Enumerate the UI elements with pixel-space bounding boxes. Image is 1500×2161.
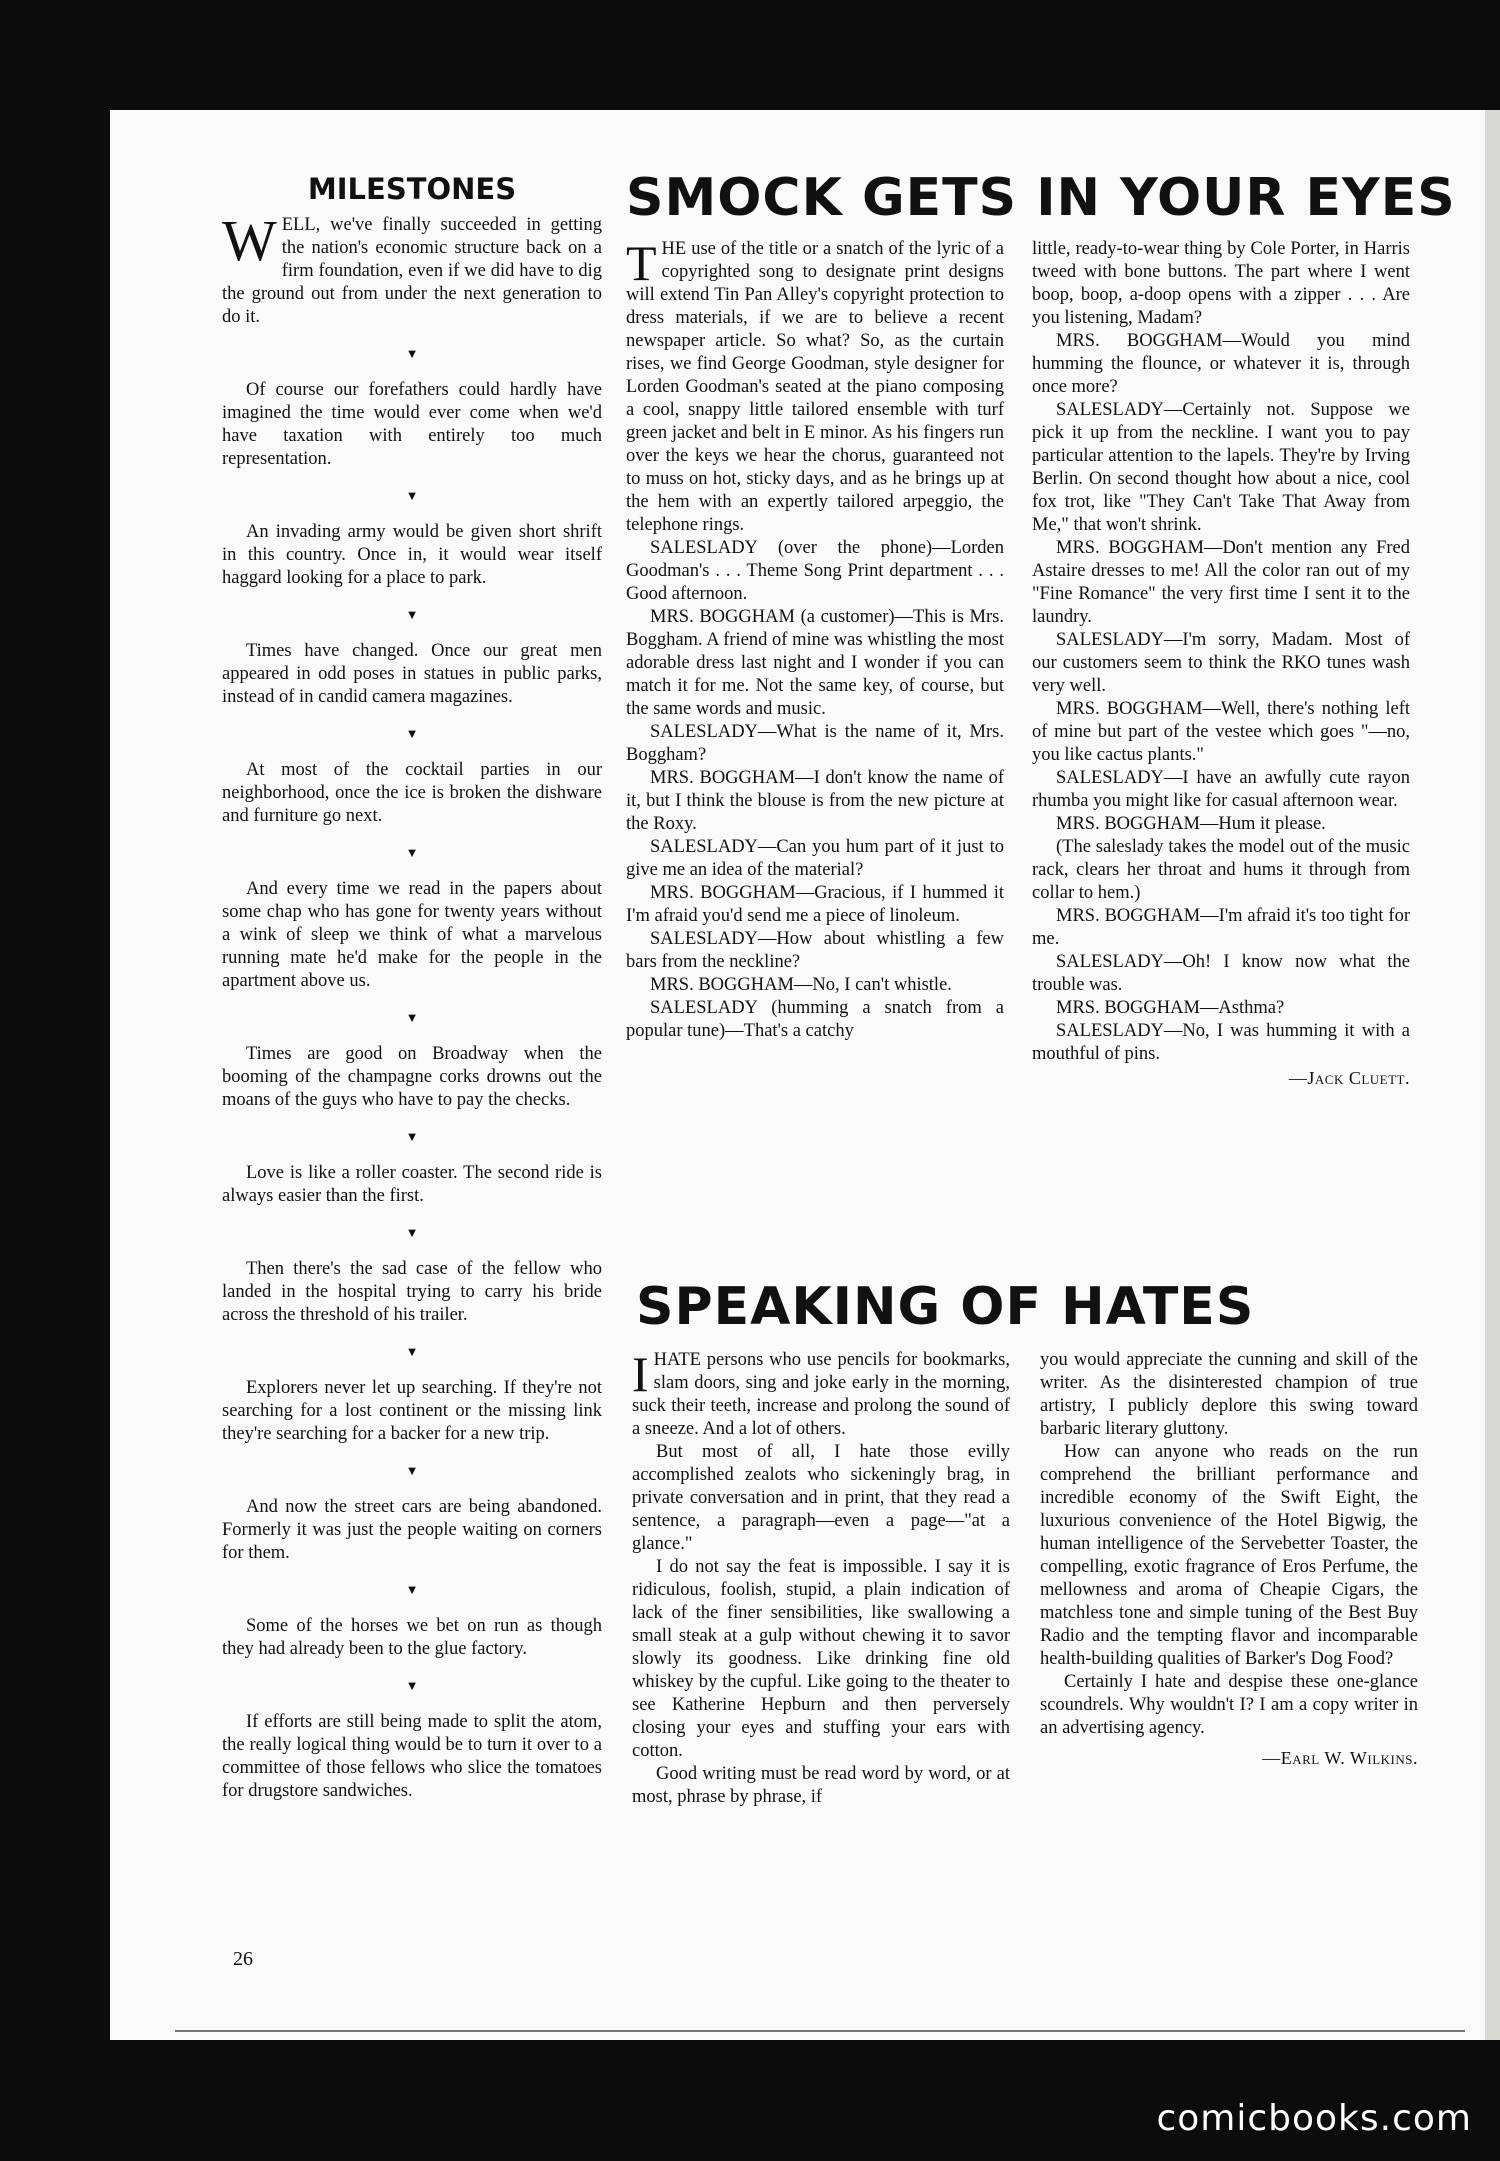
hates-column-1 (632, 1346, 1010, 1809)
article-paragraph: you would appreciate the cunning and skill of the writer. As the disinterested champion of true artistry, I publicly deplore this swing toward barbaric literary gluttony. (1040, 1350, 1418, 1439)
article-paragraph: SALESLADY—Oh! I know now what the trouble was. (1032, 952, 1410, 995)
smock-dialogue-2 (1032, 238, 1410, 1066)
smock-dropcap: T (626, 235, 657, 291)
article-paragraph: MRS. BOGGHAM—Asthma? (1056, 998, 1285, 1018)
article-paragraph: MRS. BOGGHAM—Hum it please. (1056, 814, 1326, 834)
hates-paragraphs-2 (1040, 1349, 1418, 1740)
triangle-marker-icon: ▼ (405, 1129, 419, 1144)
article-paragraph: MRS. BOGGHAM—No, I can't whistle. (650, 975, 952, 995)
article-paragraph: Certainly I hate and despise these one-glance scoundrels. Why wouldn't I? I am a copy writer in an advertising agency. (1040, 1672, 1418, 1738)
milestone-item: Of course our forefathers could hardly have imagined the time would ever come when we'd have taxation with entirely too much representation. (222, 380, 602, 469)
article-paragraph: I do not say the feat is impossible. I say it is ridiculous, foolish, stupid, a plain indication of lack of the finer sensibilities, like swallowing a small steak at a gulp without chewing it to savor slowly its goodness. Like drinking fine old whiskey by the cupful. Like going to the theater to see Katherine Hepburn and then perversely closing your eyes and stuffing your ears with cotton. (632, 1557, 1010, 1761)
milestones-intro-text: ELL, we've finally succeeded in getting the nation's economic structure back on a firm foundation, even if we did have to dig the ground out from under the next generation to do it. (222, 215, 602, 327)
watermark: comicbooks.com (1156, 2098, 1472, 2139)
milestones-title: MILESTONES (307, 172, 517, 206)
hates-paragraphs-1 (632, 1441, 1010, 1809)
smock-column-1 (626, 235, 1004, 1043)
triangle-marker-icon: ▼ (405, 726, 419, 741)
article-paragraph: MRS. BOGGHAM—Gracious, if I hummed it I'm afraid you'd send me a piece of linoleum. (626, 883, 1004, 926)
milestone-item: An invading army would be given short shrift in this country. Once in, it would wear itself haggard looking for a place to park. (222, 522, 602, 588)
milestone-item: And every time we read in the papers about some chap who has gone for twenty years without a wink of sleep we think of what a marvelous running mate he'd make for the people in the apartment above us. (222, 879, 602, 991)
hates-opening (632, 1346, 1010, 1441)
bottom-rule (175, 2030, 1465, 2032)
article-paragraph: SALESLADY (over the phone)—Lorden Goodman's . . . Theme Song Print department . . . Good afternoon. (626, 538, 1004, 604)
page-number: 26 (233, 1948, 253, 1970)
milestone-item: Then there's the sad case of the fellow who landed in the hospital trying to carry his bride across the threshold of his trailer. (222, 1259, 602, 1325)
hates-column-2 (1040, 1349, 1418, 1769)
article-paragraph: How can anyone who reads on the run comprehend the brilliant performance and incredible economy of the Swift Eight, the luxurious convenience of the Hotel Bigwig, the human intelligence of the Servebetter Toaster, the compelling, exotic fragrance of Eros Perfume, the mellowness and aroma of Cheapie Cigars, the matchless tone and simple tuning of the Best Buy Radio and the tempting flavor and incomparable health-building qualities of Barker's Dog Food? (1040, 1442, 1418, 1669)
smock-column-2 (1032, 238, 1410, 1089)
milestone-item: If efforts are still being made to split the atom, the really logical thing would be to turn it over to a committee of those fellows who slice the tomatoes for drugstore sandwiches. (222, 1712, 602, 1801)
milestone-item: Explorers never let up searching. If they're not searching for a lost continent or the missing link they're searching for a backer for a new trip. (222, 1378, 602, 1444)
milestone-item: Love is like a roller coaster. The second ride is always easier than the first. (222, 1163, 602, 1206)
triangle-marker-icon: ▼ (405, 1582, 419, 1597)
smock-opening-text: HE use of the title or a snatch of the lyric of a copyrighted song to designate print designs will extend Tin Pan Alley's copyright protection to dress materials, if we are to believe a recent newspaper article. So what? So, as the curtain rises, we find George Goodman, style designer for Lorden Goodman's seated at the piano composing a cool, snappy little tailored ensemble with turf green jacket and belt in E minor. As his fingers run over the keys we hear the chorus, guaranteed not to muss on hot, sticky days, and as he brings up at the hem with an expertly tailored arpeggio, the telephone rings. (626, 239, 1004, 535)
article-paragraph: MRS. BOGGHAM (a customer)—This is Mrs. Boggham. A friend of mine was whistling the most adorable dress last night and I wonder if you can match it for me. Not the same key, of course, but the same words and music. (626, 607, 1004, 719)
article-paragraph: SALESLADY—Certainly not. Suppose we pick it up from the neckline. I want you to pay particular attention to the lapels. They're by Irving Berlin. On second thought how about a nice, cool fox trot, like "They Can't Take That Away from Me," that won't shrink. (1032, 400, 1410, 535)
article-paragraph: MRS. BOGGHAM—I'm afraid it's too tight for me. (1032, 906, 1410, 949)
milestones-intro (222, 208, 602, 329)
article-paragraph: SALESLADY—No, I was humming it with a mouthful of pins. (1032, 1021, 1410, 1064)
article-paragraph: SALESLADY (humming a snatch from a popular tune)—That's a catchy (626, 998, 1004, 1041)
article-paragraph: MRS. BOGGHAM—Would you mind humming the flounce, or whatever it is, through once more? (1032, 331, 1410, 397)
article-paragraph: SALESLADY—How about whistling a few bars from the neckline? (626, 929, 1004, 972)
triangle-marker-icon: ▼ (405, 1678, 419, 1693)
triangle-marker-icon: ▼ (405, 1010, 419, 1025)
article-paragraph: MRS. BOGGHAM—Don't mention any Fred Astaire dresses to me! All the color ran out of my "Fine Romance" the very first time I sent it to the laundry. (1032, 538, 1410, 627)
article-paragraph: SALESLADY—I'm sorry, Madam. Most of our customers seem to think the RKO tunes wash very well. (1032, 630, 1410, 696)
hates-byline: —Earl W. Wilkins. (1262, 1748, 1418, 1768)
article-paragraph: MRS. BOGGHAM—Well, there's nothing left of mine but part of the vestee which goes "—no, you like cactus plants." (1032, 699, 1410, 765)
triangle-marker-icon: ▼ (405, 1225, 419, 1240)
milestone-item: And now the street cars are being abandoned. Formerly it was just the people waiting on corners for them. (222, 1497, 602, 1563)
milestones-column (222, 172, 602, 1803)
hates-dropcap: I (632, 1346, 649, 1402)
milestone-item: Times have changed. Once our great men appeared in odd poses in statues in public parks, instead of in candid camera magazines. (222, 641, 602, 707)
milestones-dropcap: W (222, 208, 277, 273)
smock-title: SMOCK GETS IN YOUR EYES (626, 168, 1456, 228)
article-paragraph: SALESLADY—Can you hum part of it just to give me an idea of the material? (626, 837, 1004, 880)
smock-opening (626, 235, 1004, 537)
article-paragraph: SALESLADY—I have an awfully cute rayon rhumba you might like for casual afternoon wear. (1032, 768, 1410, 811)
triangle-marker-icon: ▼ (405, 488, 419, 503)
smock-dialogue-1 (626, 537, 1004, 1043)
article-paragraph: (The saleslady takes the model out of the music rack, clears her throat and hums it through from collar to hem.) (1032, 837, 1410, 903)
hates-opening-text: HATE persons who use pencils for bookmarks, slam doors, sing and joke early in the morning, suck their teeth, increase and prolong the sound of a sneeze. And a lot of others. (632, 1350, 1010, 1439)
page-edge (1485, 110, 1500, 2040)
article-paragraph: little, ready-to-wear thing by Cole Porter, in Harris tweed with bone buttons. The part where I went boop, boop, a-doop opens with a zipper . . . Are you listening, Madam? (1032, 239, 1410, 328)
triangle-marker-icon: ▼ (405, 1344, 419, 1359)
milestone-item: Times are good on Broadway when the booming of the champagne corks drowns out the moans of the guys who have to pay the checks. (222, 1044, 602, 1110)
article-paragraph: SALESLADY—What is the name of it, Mrs. Boggham? (626, 722, 1004, 765)
article-paragraph: Good writing must be read word by word, or at most, phrase by phrase, if (632, 1764, 1010, 1807)
milestones-items (222, 347, 602, 1803)
article-paragraph: But most of all, I hate those evilly accomplished zealots who sickeningly brag, in private conversation and in print, that they read a sentence, a paragraph—even a page—"at a glance." (632, 1442, 1010, 1554)
hates-title: SPEAKING OF HATES (636, 1277, 1255, 1337)
triangle-marker-icon: ▼ (405, 607, 419, 622)
milestone-item: Some of the horses we bet on run as though they had already been to the glue factory. (222, 1616, 602, 1659)
triangle-marker-icon: ▼ (405, 845, 419, 860)
triangle-marker-icon: ▼ (405, 1463, 419, 1478)
article-paragraph: MRS. BOGGHAM—I don't know the name of it, but I think the blouse is from the new picture at the Roxy. (626, 768, 1004, 834)
smock-byline: —Jack Cluett. (1288, 1068, 1410, 1088)
triangle-marker-icon: ▼ (405, 346, 419, 361)
milestone-item: At most of the cocktail parties in our neighborhood, once the ice is broken the dishware and furniture go next. (222, 760, 602, 826)
